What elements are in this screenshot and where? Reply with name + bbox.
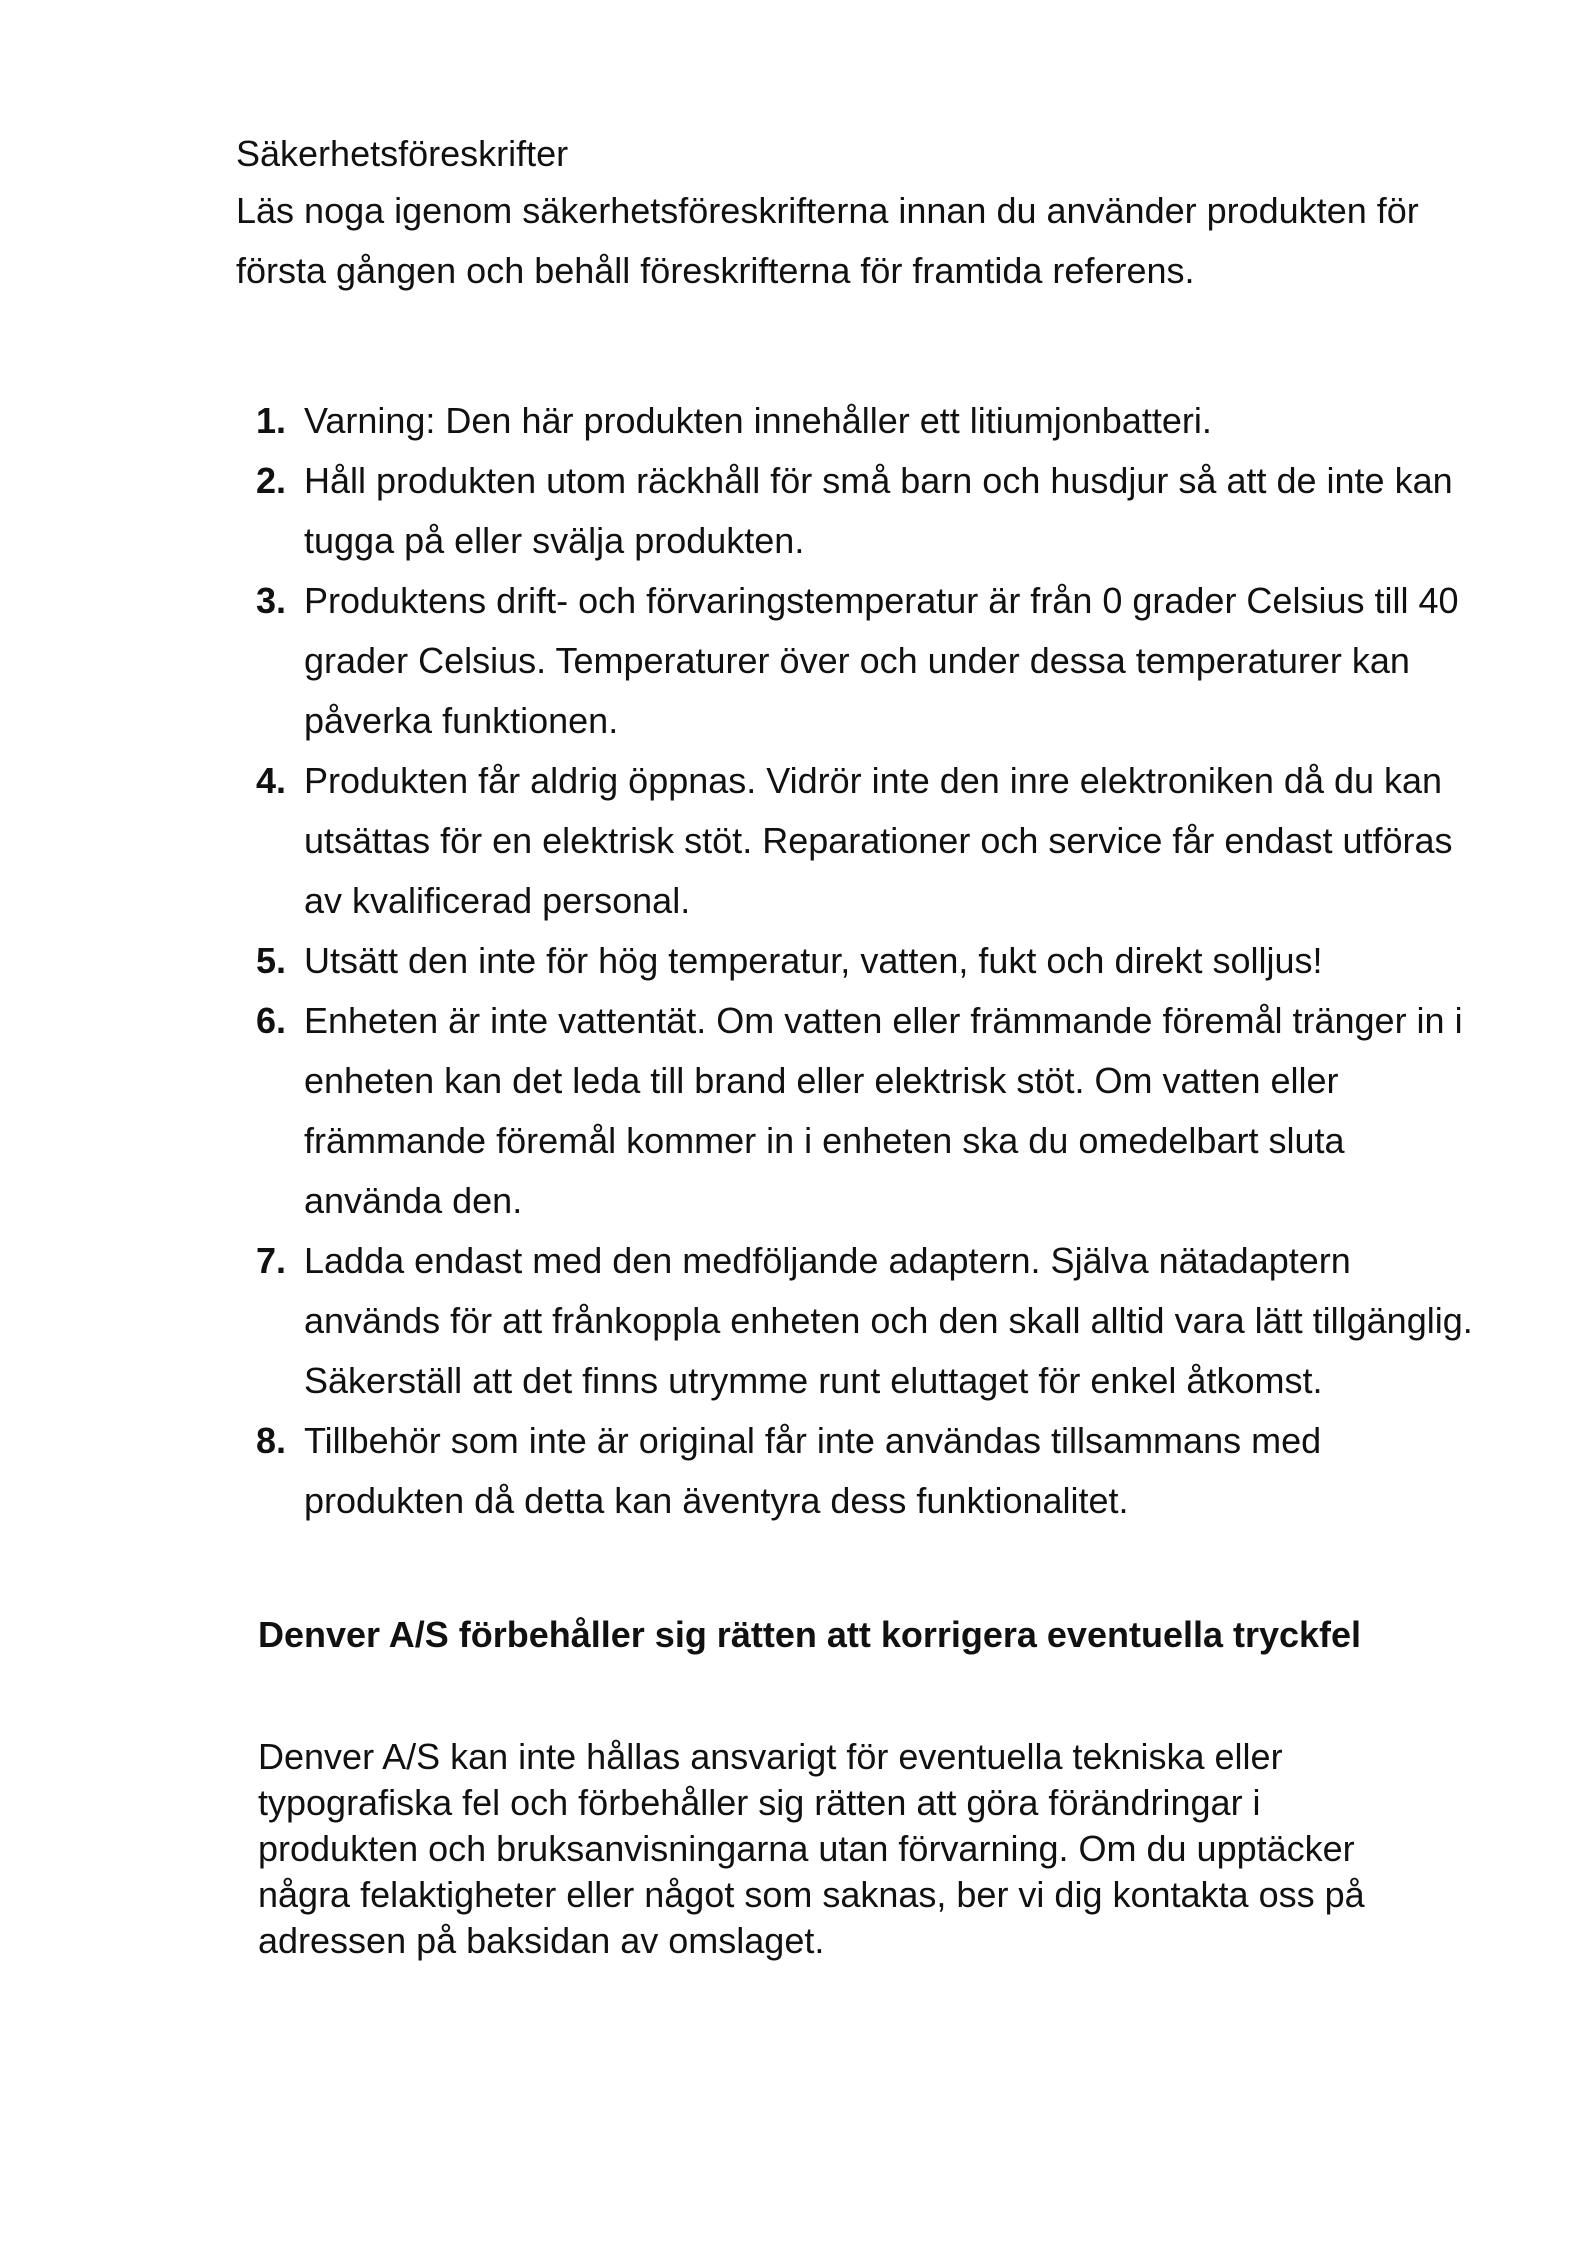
intro-paragraph: Läs noga igenom säkerhetsföreskrifterna innan du använder produkten för första gången och behåll föreskrifterna för framtida referens.	[236, 190, 1419, 291]
list-item-number: 6.	[256, 1000, 287, 1041]
list-item-number: 2.	[256, 460, 287, 501]
disclaimer-heading: Denver A/S förbehåller sig rätten att korrigera eventuella tryckfel	[258, 1614, 1362, 1655]
list-item-number: 3.	[256, 580, 287, 621]
list-item-text: Produkten får aldrig öppnas. Vidrör inte den inre elektroniken då du kan utsättas för en elektrisk stöt. Reparationer och service får endast utföras av kvalificerad personal.	[304, 760, 1453, 921]
list-item	[236, 571, 1476, 751]
list-item-text: Produktens drift- och förvaringstemperatur är från 0 grader Celsius till 40 grader Celsius. Temperaturer över och under dessa temperaturer kan påverka funktionen.	[304, 580, 1459, 741]
list-item-number: 4.	[256, 760, 287, 801]
list-item-number: 7.	[256, 1240, 287, 1281]
list-item-number: 5.	[256, 940, 287, 981]
page-title: Säkerhetsföreskrifter	[236, 133, 569, 174]
list-item-text: Tillbehör som inte är original får inte användas tillsammans med produkten då detta kan äventyra dess funktionalitet.	[304, 1420, 1322, 1521]
safety-rules-list	[236, 391, 1476, 1531]
list-item-text: Enheten är inte vattentät. Om vatten eller främmande föremål tränger in i enheten kan det leda till brand eller elektrisk stöt. Om vatten eller främmande föremål kommer in i enheten ska du omedelbart sluta använda den.	[304, 1000, 1463, 1221]
list-item	[236, 991, 1476, 1231]
list-item	[236, 751, 1476, 931]
list-item	[236, 1411, 1476, 1531]
list-item-number: 1.	[256, 400, 287, 441]
list-item-text: Utsätt den inte för hög temperatur, vatten, fukt och direkt solljus!	[304, 940, 1323, 981]
list-item	[236, 931, 1476, 991]
list-item	[236, 1231, 1476, 1411]
disclaimer-paragraph: Denver A/S kan inte hållas ansvarigt för eventuella tekniska eller typografiska fel och förbehåller sig rätten att göra förändringar i produkten och bruksanvisningarna utan förvarning. Om du upptäcker några felaktigheter eller något som saknas, ber vi dig kontakta oss på adressen på baksidan av omslaget.	[258, 1736, 1365, 1961]
list-item-text: Ladda endast med den medföljande adaptern. Själva nätadaptern används för att frånkoppla enheten och den skall alltid vara lätt tillgänglig. Säkerställ att det finns utrymme runt eluttaget för enkel åtkomst.	[304, 1240, 1473, 1401]
list-item-number: 8.	[256, 1420, 287, 1461]
list-item	[236, 391, 1476, 451]
list-item-text: Varning: Den här produkten innehåller ett litiumjonbatteri.	[304, 400, 1212, 441]
list-item	[236, 451, 1476, 571]
list-item-text: Håll produkten utom räckhåll för små barn och husdjur så att de inte kan tugga på eller svälja produkten.	[304, 460, 1453, 561]
